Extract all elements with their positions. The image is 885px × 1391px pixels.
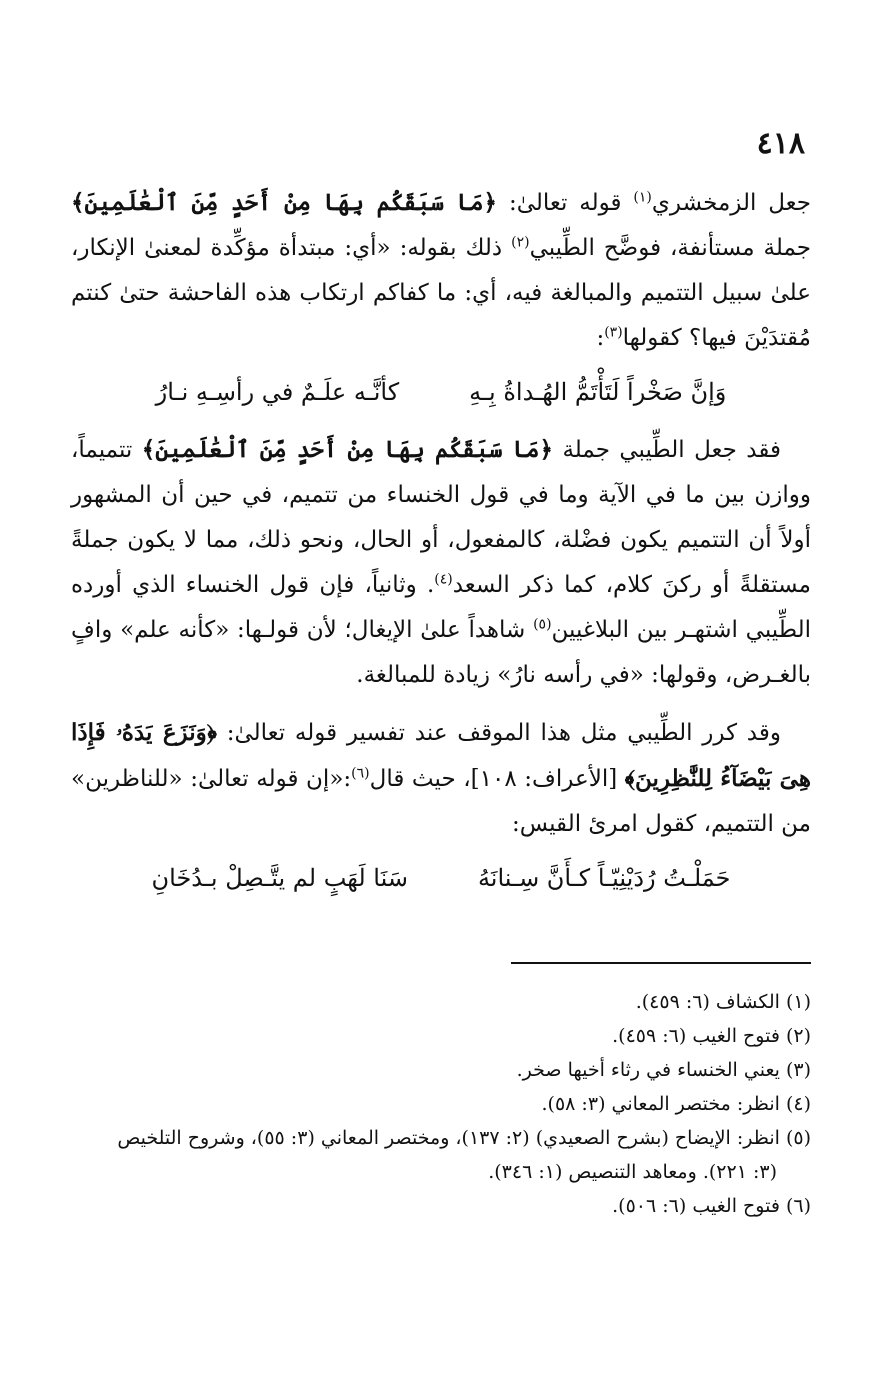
- footnote-ref-3[interactable]: (٣): [604, 324, 623, 341]
- footnote-ref-6[interactable]: (٦): [351, 765, 370, 782]
- footnote-5: (٥) انظر: الإيضاح (بشرح الصعيدي) (٢: ١٣٧)، ومختصر المعاني (٣: ٥٥)، وشروح التلخيص: [117, 1127, 811, 1149]
- footnote-ref-5[interactable]: (٥): [533, 616, 552, 633]
- footnote-separator: [511, 962, 811, 964]
- quran-quote: ﴿مَا سَبَقَكُم بِهَا مِنْ أَحَدٍ مِّنَ ٱلْعَٰلَمِينَ﴾: [71, 189, 498, 216]
- verse-hemistich-first: حَمَلْـتُ رُدَيْنِيّـاً كـأَنَّ سِـنانَهُ: [477, 864, 731, 892]
- footnote-4: (٤) انظر: مختصر المعاني (٣: ٥٨).: [541, 1093, 811, 1115]
- poetry-verse-1: [71, 367, 811, 417]
- paragraph-2: [71, 427, 811, 698]
- footnote-2: (٢) فتوح الغيب (٦: ٤٥٩).: [612, 1025, 811, 1047]
- poetry-verse-2: [71, 853, 811, 903]
- text-run: تتميماً، ووازن بين ما في الآية وما في قول الخنساء من تتميم، في حين أن المشهور أولاً أن التتميم يكون فضْلة، كالمفعول، أو الحال، ونحو ذلك، مما لا يكون جملةً مستقلةً أو ركنَ كلام، كما ذكر السعد: [71, 437, 811, 598]
- text-run: قوله تعالىٰ:: [497, 190, 634, 216]
- footnote-ref-2[interactable]: (٢): [511, 234, 530, 251]
- footnote-1: (١) الكشاف (٦: ٤٥٩).: [635, 991, 811, 1013]
- main-text: [71, 180, 811, 913]
- text-run: . وثانياً، فإن قول الخنساء الذي أورده الطِّيبي اشتهـر بين البلاغيين: [71, 572, 811, 643]
- verse-hemistich-second: سَنَا لَهَبٍ لم يتَّـصِلْ بـدُخَانِ: [151, 864, 408, 892]
- verse-hemistich-first: وَإنَّ صَخْراً لَتَأْتَمُّ الهُـداةُ بِـهِ: [469, 378, 727, 406]
- footnote-6: (٦) فتوح الغيب (٦: ٥٠٦).: [612, 1195, 811, 1217]
- footnote-ref-1[interactable]: (١): [633, 189, 652, 206]
- text-run: :«إن قوله تعالىٰ: «للناظرين» من التتميم، كقول امرئ القيس:: [71, 766, 811, 837]
- footnote-ref-4[interactable]: (٤): [434, 571, 453, 588]
- page-number: ٤١٨: [756, 126, 805, 161]
- text-run: شاهداً علىٰ الإيغال؛ لأن قولـها: «كأنه علم» وافٍ بالغـرض، وقولها: «في رأسه نارُ» زيادة للمبالغة.: [71, 617, 811, 688]
- text-run: وقد كرر الطِّيبي مثل هذا الموقف عند تفسير قوله تعالىٰ:: [216, 720, 781, 746]
- quran-quote: ﴿وَنَزَعَ يَدَهُۥ فَإِذَا هِىَ بَيْضَآءُ لِلنَّٰظِرِينَ﴾: [71, 719, 811, 792]
- footnotes: [71, 985, 811, 1223]
- footnote-3: (٣) يعني الخنساء في رثاء أخيها صخر.: [516, 1059, 811, 1081]
- text-run: جعل الزمخشري: [651, 190, 811, 216]
- footnote-5-continued: (٣: ٢٢١). ومعاهد التنصيص (١: ٣٤٦).: [488, 1161, 777, 1183]
- text-run: ذلك بقوله: «أي: مبتدأة مؤكِّدة لمعنىٰ الإنكار، علىٰ سبيل التتميم والمبالغة فيه، أي: ما كفاكم ارتكاب هذه الفاحشة حتىٰ كنتم مُقتدَيْنَ فيها؟ كقولها: [71, 235, 811, 351]
- text-run: :: [596, 325, 605, 351]
- paragraph-1: [71, 180, 811, 361]
- paragraph-3: [71, 710, 811, 847]
- verse-hemistich-second: كأنَّـه علَـمٌ في رأسِـهِ نـارُ: [155, 378, 400, 406]
- text-run: [الأعراف: ١٠٨]، حيث قال: [369, 766, 625, 792]
- text-run: فقد جعل الطِّيبي جملة: [553, 437, 782, 463]
- quran-quote: ﴿مَا سَبَقَكُم بِهَا مِنْ أَحَدٍ مِّنَ ٱلْعَٰلَمِينَ﴾: [141, 436, 554, 463]
- text-run: جملة مستأنفة، فوضَّح الطِّيبي: [529, 235, 811, 261]
